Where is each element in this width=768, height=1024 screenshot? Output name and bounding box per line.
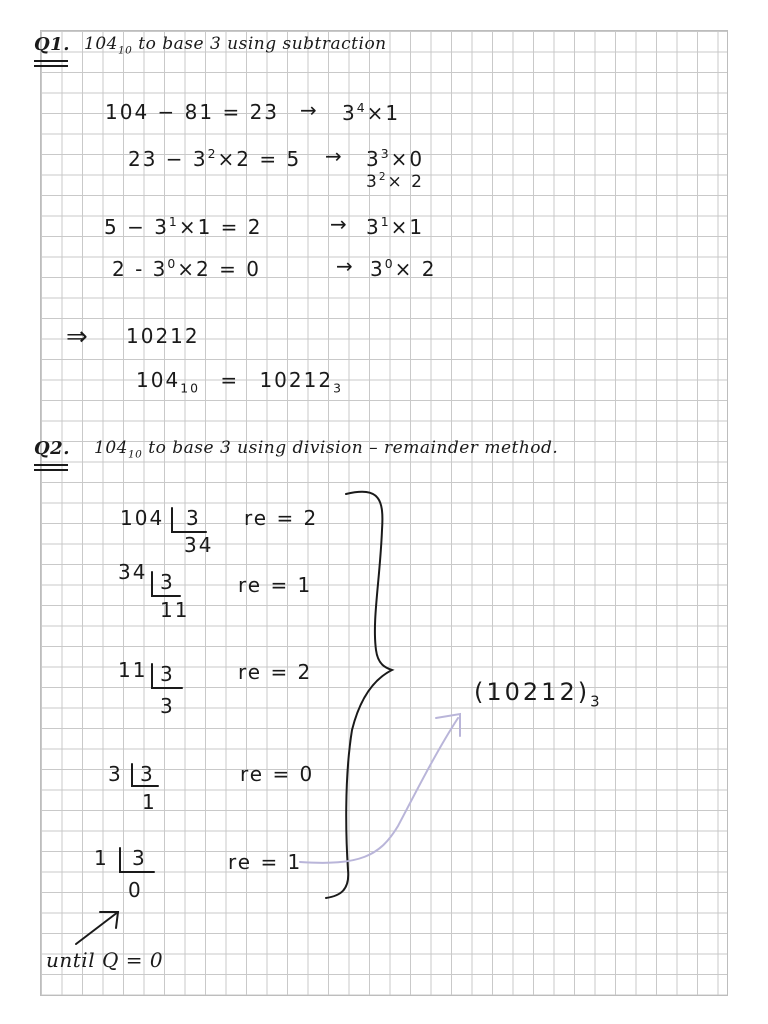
division-2-dividend: 34	[118, 560, 148, 584]
step-term: ×1 = 2	[178, 215, 263, 240]
division-2-divisor: 3	[160, 570, 175, 594]
power-exponent: 0	[384, 256, 395, 271]
step-term: 5 − 3	[104, 215, 169, 240]
power-exponent: 2	[378, 171, 388, 183]
division-1-remainder: re = 2	[244, 506, 319, 530]
power-base: 3	[370, 257, 385, 282]
division-3-dividend: 11	[118, 658, 148, 682]
power-exponent: 1	[168, 214, 179, 229]
power-multiplier: ×1	[366, 101, 401, 126]
power-base: 3	[342, 101, 357, 126]
power-base: 3	[366, 147, 381, 172]
step-term: ×2 = 0	[177, 257, 261, 282]
division-2-remainder: re = 1	[238, 573, 313, 597]
curly-brace	[326, 492, 392, 898]
power-exponent: 0	[167, 256, 178, 271]
power-exponent: 3	[380, 146, 391, 161]
q1-title-number: 104	[84, 34, 118, 54]
division-1-divisor: 3	[186, 506, 201, 530]
division-5-quotient: 0	[128, 878, 143, 902]
division-5-bracket	[120, 848, 154, 872]
answer-arrow	[300, 718, 458, 863]
q2-title-number: 104	[94, 438, 128, 458]
answer-value: (10212)	[474, 678, 591, 706]
division-4-quotient: 1	[142, 790, 157, 814]
until-note: until Q = 0	[46, 948, 164, 972]
power-exponent: 4	[356, 100, 367, 115]
result-ternary-base: 3	[333, 380, 343, 396]
power-multiplier: × 2	[387, 171, 424, 192]
q1-title-text: to base 3 using subtraction	[138, 34, 387, 54]
step-term: 2 - 3	[112, 257, 168, 282]
power-multiplier: ×0	[390, 147, 425, 172]
division-4-remainder: re = 0	[240, 762, 315, 786]
note-arrow	[76, 912, 118, 944]
power-exponent: 1	[380, 214, 391, 229]
result-equals: =	[220, 368, 240, 392]
result-decimal-base: 10	[180, 380, 200, 396]
division-1-dividend: 104	[120, 506, 165, 530]
q2-title-text: to base 3 using division – remainder method.	[148, 438, 559, 458]
division-3-quotient: 3	[160, 694, 175, 718]
power-multiplier: × 2	[394, 257, 437, 282]
division-2-quotient: 11	[160, 598, 190, 622]
division-4-bracket	[132, 764, 158, 786]
implies-value: 10212	[126, 324, 200, 348]
division-2-bracket	[152, 572, 180, 596]
power-exponent: 2	[207, 146, 218, 161]
result-ternary: 10212	[259, 368, 334, 392]
division-5-remainder: re = 1	[228, 850, 303, 874]
division-3-bracket	[152, 664, 182, 688]
q2-title-subscript: 10	[127, 448, 143, 461]
step-term: ×2 = 5	[217, 147, 302, 172]
power-base: 3	[366, 171, 379, 192]
implies-arrow: ⇒	[66, 322, 90, 352]
q1-step-1-arrow: →	[300, 98, 319, 122]
power-base: 3	[366, 215, 381, 240]
q1-title-subscript: 10	[117, 44, 133, 57]
division-4-divisor: 3	[140, 762, 155, 786]
division-1-quotient: 34	[184, 533, 214, 557]
q2-label: Q2.	[34, 438, 70, 459]
division-5-divisor: 3	[132, 846, 147, 870]
division-3-divisor: 3	[160, 662, 175, 686]
answer-base: 3	[590, 692, 603, 711]
division-4-dividend: 3	[108, 762, 123, 786]
power-multiplier: ×1	[390, 215, 425, 240]
q1-step-1-left: 104 − 81 = 23	[105, 100, 280, 124]
division-3-remainder: re = 2	[238, 660, 313, 684]
step-term: 23 − 3	[128, 147, 208, 172]
q1-step-3-arrow: →	[330, 212, 349, 236]
q1-step-2-arrow: →	[325, 144, 344, 168]
q1-label: Q1.	[34, 34, 70, 55]
result-decimal: 104	[136, 368, 181, 392]
q1-step-4-arrow: →	[336, 254, 355, 278]
division-1-bracket	[172, 508, 206, 532]
division-5-dividend: 1	[94, 846, 109, 870]
